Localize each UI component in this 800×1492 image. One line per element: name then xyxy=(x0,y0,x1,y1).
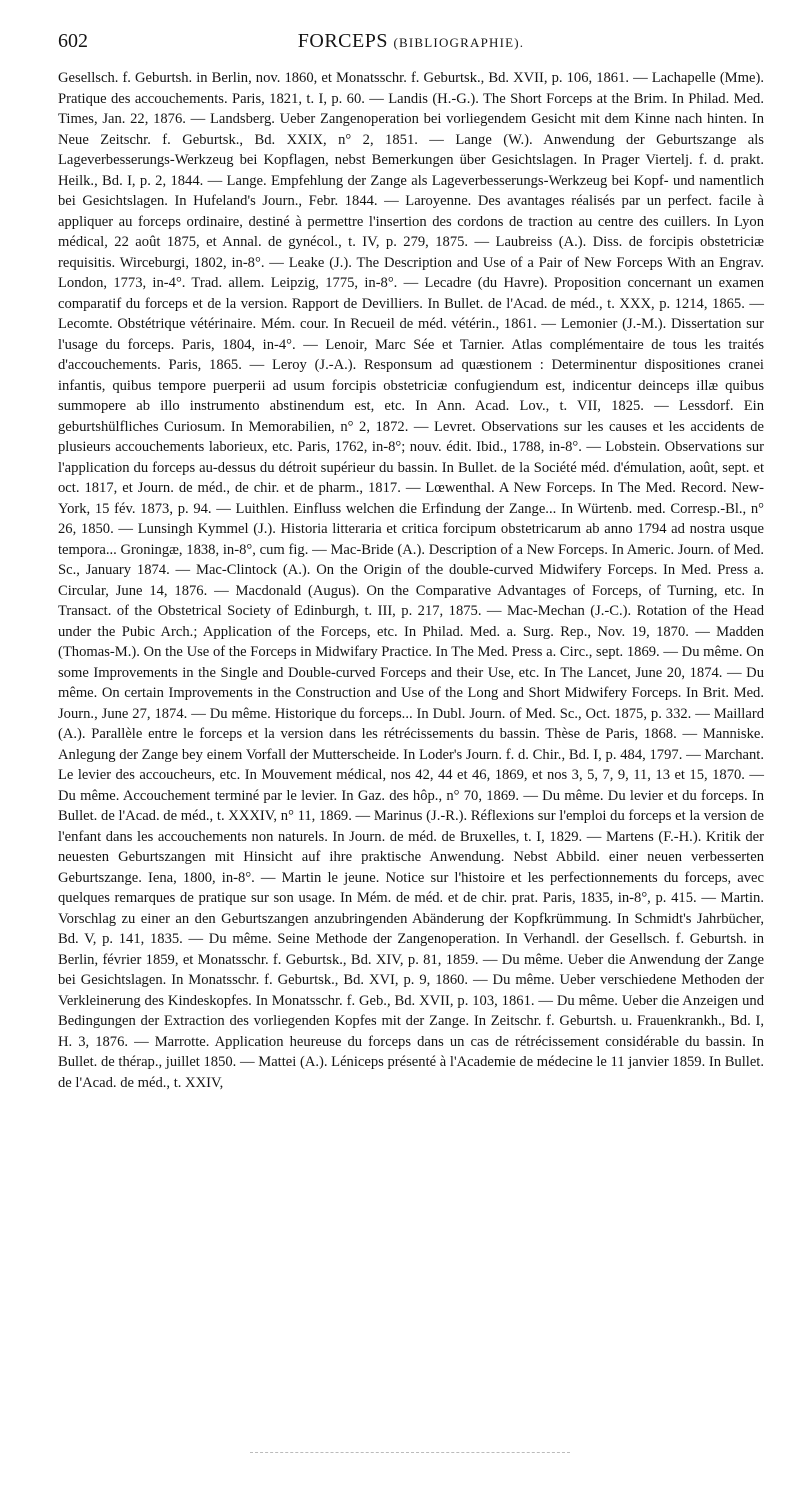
running-title-main: FORCEPS xyxy=(297,30,388,52)
running-header xyxy=(58,30,764,58)
bibliography-paragraph: Gesellsch. f. Geburtsh. in Berlin, nov. 1860, et Monatsschr. f. Geburtsk., Bd. XVII, p. 106, 1861. — Lachapelle (Mme). Pratique des accouchements. Paris, 1821, t. I, p. 60. — Landis (H.-G.). The Short Forceps at the Brim. In Philad. Med. Times, Jan. 22, 1876. — Landsberg. Ueber Zangenoperation bei vorliegendem Gesicht mit dem Kinne nach hinten. In Neue Zeitschr. f. Geburtsk., Bd. XXIX, n° 2, 1851. — Lange (W.). Anwendung der Geburtszange als Lageverbesserungs-Werkzeug bei Kopflagen, nebst Bemerkungen über Gesichtslagen. In Prager Viertelj. f. d. prakt. Heilk., Bd. I, p. 2, 1844. — Lange. Empfehlung der Zange als Lageverbesserungs-Werkzeug bei Kopf- und namentlich bei Gesichtslagen. In Hufeland's Journ., Febr. 1844. — Laroyenne. Des avantages réalisés par un perfect. facile à appliquer au forceps ordinaire, destiné à permettre l'insertion des cordons de traction au centre des cuillers. In Lyon médical, 22 août 1875, et Annal. de gynécol., t. IV, p. 279, 1875. — Laubreiss (A.). Diss. de forcipis obstetriciæ requisitis. Wirceburgi, 1802, in-8°. — Leake (J.). The Description and Use of a Pair of New Forceps With an Engrav. London, 1773, in-4°. Trad. allem. Leipzig, 1775, in-8°. — Lecadre (du Havre). Proposition concernant un examen comparatif du forceps et de la version. Rapport de Devilliers. In Bullet. de l'Acad. de méd., t. XXX, p. 1214, 1865. — Lecomte. Obstétrique vétérinaire. Mém. cour. In Recueil de méd. vétérin., 1861. — Lemonier (J.-M.). Dissertation sur l'usage du forceps. Paris, 1804, in-4°. — Lenoir, Marc Sée et Tarnier. Atlas complémentaire de tous les traités d'accouchements. Paris, 1865. — Leroy (J.-A.). Responsum ad quæstionem : Determinentur dispositiones cranei infantis, quibus tempore puerperii ad usum forcipis obstetriciæ confugiendum est, indicentur deinceps illæ quibus summopere ab illo instrumento abstinendum est, etc. In Ann. Acad. Lov., t. VII, 1825. — Lessdorf. Ein geburtshülfliches Curiosum. In Memorabilien, n° 2, 1872. — Levret. Observations sur les causes et les accidents de plusieurs accouchements laborieux, etc. Paris, 1762, in-8°; nouv. édit. Ibid., 1788, in-8°. — Lobstein. Observations sur l'application du forceps au-dessus du détroit supérieur du bassin. In Bullet. de la Société méd. d'émulation, août, sept. et oct. 1817, et Journ. de méd., de chir. et de pharm., 1817. — Lœwenthal. A New Forceps. In The Med. Record. New-York, 15 fév. 1873, p. 94. — Luithlen. Einfluss welchen die Erfindung der Zange... In Würtenb. med. Corresp.-Bl., n° 26, 1850. — Lunsingh Kymmel (J.). Historia litteraria et critica forcipum obstetricarum ab anno 1794 ad nostra usque tempora... Groningæ, 1838, in-8°, cum fig. — Mac-Bride (A.). Description of a New Forceps. In Americ. Journ. of Med. Sc., January 1874. — Mac-Clintock (A.). On the Origin of the double-curved Midwifery Forceps. In Med. Press a. Circular, June 14, 1876. — Macdonald (Augus). On the Comparative Advantages of Forceps, of Turning, etc. In Transact. of the Obstetrical Society of Edinburgh, t. III, p. 217, 1875. — Mac-Mechan (J.-C.). Rotation of the Head under the Pubic Arch.; Application of the Forceps, etc. In Philad. Med. a. Surg. Rep., Nov. 19, 1870. — Madden (Thomas-M.). On the Use of the Forceps in Midwifary Practice. In The Med. Press a. Circ., sept. 1869. — Du même. On some Improvements in the Single and Double-curved Forceps and their Use, etc. In The Lancet, June 20, 1874. — Du même. On certain Improvements in the Construction and Use of the Long and Short Midwifery Forceps. In Brit. Med. Journ., June 27, 1874. — Du même. Historique du forceps... In Dubl. Journ. of Med. Sc., Oct. 1875, p. 332. — Maillard (A.). Parallèle entre le forceps et la version dans les rétrécissements du bassin. Thèse de Paris, 1868. — Manniske. Anlegung der Zange bey einem Vorfall der Mutterscheide. In Loder's Journ. f. d. Chir., Bd. I, p. 484, 1797. — Marchant. Le levier des accoucheurs, etc. In Mouvement médical, nos 42, 44 et 46, 1869, et nos 3, 5, 7, 9, 11, 13 et 15, 1870. — Du même. Accouchement terminé par le levier. In Gaz. des hôp., n° 70, 1869. — Du même. Du levier et du forceps. In Bullet. de l'Acad. de méd., t. XXXIV, n° 11, 1869. — Marinus (J.-R.). Réflexions sur l'emploi du forceps et la version de l'enfant dans les accouchements non naturels. In Journ. de méd. de Bruxelles, t. I, 1829. — Martens (F.-H.). Kritik der neuesten Geburtszangen mit Hinsicht auf ihre praktische Anwendung. Nebst Abbild. einer neuen verbesserten Geburtszange. Iena, 1800, in-8°. — Martin le jeune. Notice sur l'histoire et les perfectionnements du forceps, avec quelques remarques de pratique sur son usage. In Mém. de méd. et de chir. prat. Paris, 1835, in-8°, p. 415. — Martin. Vorschlag zu einer an den Geburtszangen anzubringenden Abänderung der Kopfkrümmung. In Schmidt's Jahrbücher, Bd. V, p. 141, 1835. — Du même. Seine Methode der Zangenoperation. In Verhandl. der Gesellsch. f. Geburtsh. in Berlin, février 1859, et Monatsschr. f. Geburtsk., Bd. XIV, p. 81, 1859. — Du même. Ueber die Anwendung der Zange bei Gesichtslagen. In Monatsschr. f. Geburtsk., Bd. XVI, p. 9, 1860. — Du même. Ueber verschiedene Methoden der Verkleinerung des Kindeskopfes. In Monatsschr. f. Geb., Bd. XVII, p. 103, 1861. — Du même. Ueber die Anzeigen und Bedingungen der Extraction des vorliegenden Kopfes mit der Zange. In Zeitschr. f. Geburtsh. u. Frauenkrankh., Bd. I, H. 3, 1876. — Marrotte. Application heureuse du forceps dans un cas de rétrécissement considérable du bassin. In Bullet. de thérap., juillet 1850. — Mattei (A.). Léniceps présenté à l'Academie de médecine le 11 janvier 1859. In Bullet. de l'Acad. de méd., t. XXIV, xyxy=(58,70,765,1091)
page-bottom-rule xyxy=(250,1452,570,1453)
bibliography-text xyxy=(58,68,764,1093)
page-number: 602 xyxy=(58,30,88,52)
running-title xyxy=(58,30,764,53)
running-title-subtitle: (BIBLIOGRAPHIE). xyxy=(393,35,525,50)
